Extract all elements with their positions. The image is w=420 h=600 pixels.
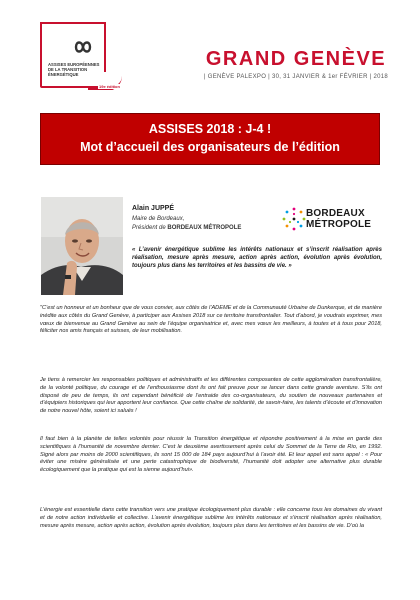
body-paragraph-3: Il faut bien à la planète de telles volontés pour réussir la Transition énergétique et répondre positivement à la mise en garde des scientifiques à l’humanité de novembre dernier. C’est le deuxième avertissement après celui du Sommet de la Terre de Rio, en 1992. Signé alors par moins de 2000 scientifiques, ils sont 15 000 de 184 pays aujourd’hui à l’avoir été. Et leur appel est sans appel : « Pour éviter une misère généralisée et une perte catastrophique de biodiversité, l’humanité doit adopter une alternative plus durable écologiquement que la pratique qui est la sienne aujourd’hui».: [40, 436, 382, 474]
infinity-logo-icon: [70, 38, 96, 56]
signatory-role-prefix: Président de: [132, 225, 168, 231]
title-banner: [40, 113, 380, 165]
body-paragraph-1: "C’est un honneur et un bonheur que de vous convier, aux côtés de l’ADEME et de la Communauté Urbaine de Dunkerque, et de manière inédite aux côtés du Grand Genève, à participer aux Assises 2018 sur ce territoire transfrontalier. Tout d’abord, je voudrais exprimer, mes vœux de bienvenue au Grand Genève au sein de l’équipe organisatrice et, avec mes vœux les meilleurs, à toutes et à tous pour 2018, féliciter nos amis français et suisses, de leur mobilisation.: [40, 305, 382, 335]
signatory-name: Alain JUPPÉ: [132, 205, 175, 212]
body-paragraph-2: Je tiens à remercier les responsables politiques et administratifs et les différentes composantes de cette agglomération transfrontalière, de la volonté politique, du courage et de l’enthousiasme dont ils ont fait preuve pour se lancer dans cette grande aventure. S’ils ont disposé de peu de temps, ils ont cependant bénéficié de l’entraide des co-organisateurs, du soutien de nouveaux partenaires et d’équipiers historiques qui leur apportent leur confiance. Que cette chaîne de solidarité, de savoir-faire, les talents d’écoute et d’innovation de notre nouvel hôte, soient ici salués !: [40, 377, 382, 415]
banner-subtitle: Mot d’accueil des organisateurs de l’édition: [80, 140, 340, 154]
portrait-illustration: [41, 197, 123, 295]
assises-logo: [34, 16, 122, 90]
signatory-role: Maire de Bordeaux,: [132, 216, 185, 222]
bm-line2: MÉTROPOLE: [306, 219, 372, 230]
event-subtitle: | GENÈVE PALEXPO | 30, 31 JANVIER & 1er FÉVRIER | 2018: [203, 74, 389, 80]
signatory-org: BORDEAUX MÉTROPOLE: [167, 225, 242, 231]
banner-title: ASSISES 2018 : J-4 !: [148, 122, 272, 136]
bm-line1: BORDEAUX: [306, 208, 365, 219]
event-title: GRAND GENÈVE: [205, 48, 387, 70]
logo-edition: 19e édition: [99, 84, 120, 89]
body-paragraph-4: L’énergie est essentielle dans cette transition vers une pratique écologiquement plus durable : elle concerne tous les domaines du vivant et de notre action individuelle et collective. L’avenir énergétique sublime les intérêts nationaux et s’inscrit réalisation après réalisation, mesure après mesure, action après action, évolution après évolution, toujours plus dans les territoires et les bassins de vie. D’où la: [40, 507, 382, 529]
bordeaux-metropole-logo-text: [306, 208, 371, 230]
signatory-role-org: [132, 225, 241, 231]
portrait-photo: [41, 197, 123, 295]
logo-text: ASSISES EUROPÉENNES DE LA TRANSITION ÉNERGÉTIQUE: [48, 62, 100, 77]
pull-quote: « L’avenir énergétique sublime les intérêts nationaux et s’inscrit réalisation après réalisation, mesure après mesure, action après action, évolution après évolution, toujours plus dans les territoires et les bassins de vie. »: [132, 247, 382, 270]
